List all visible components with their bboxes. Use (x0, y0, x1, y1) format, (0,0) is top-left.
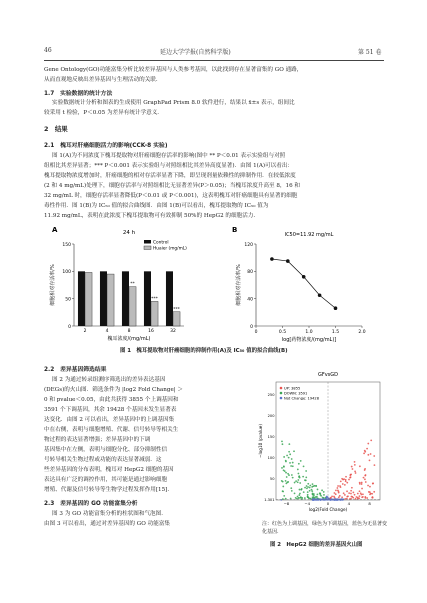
paragraph-line: (2 和 4 mg/mL)处理下，细胞存活率与对照组相比无显著差异(P＞0.05)；当槐耳浓度升高至 8，16 和 (44, 183, 301, 189)
legend-label: Not Change: 19428 (284, 396, 319, 401)
gene-point (366, 448, 368, 450)
gene-point (309, 487, 311, 489)
section-heading: 2.2 差异基因筛选结果 (44, 367, 107, 373)
gene-point (348, 479, 350, 481)
gene-point (372, 482, 374, 484)
gene-point (315, 485, 317, 487)
gene-point (348, 492, 350, 494)
gene-point (311, 486, 313, 488)
gene-point (285, 480, 287, 482)
gene-point (282, 490, 284, 492)
y-axis-label: 细胞相对存活率/% (50, 264, 56, 306)
gene-point (347, 495, 349, 497)
x-axis-label: 槐耳浓度/(mg/mL) (107, 336, 151, 342)
significance-mark: *** (173, 307, 180, 313)
gene-point (370, 453, 372, 455)
panel-label: B (232, 226, 238, 234)
fit-line (272, 259, 336, 308)
gene-point (344, 498, 346, 500)
gene-point (373, 491, 375, 493)
gene-point (369, 493, 371, 495)
gene-point (363, 477, 365, 479)
gene-point (374, 464, 376, 466)
figure-1b-ic50-curve (232, 226, 366, 343)
gene-point (303, 491, 305, 493)
paragraph-line: 图 2 为通过转录组测序筛选出的差异表达基因 (52, 377, 166, 383)
gene-point (300, 460, 302, 462)
gene-point (361, 483, 363, 485)
y-tick-label: 150 (267, 435, 275, 440)
gene-point (334, 497, 336, 499)
x-tick-label: 8 (368, 501, 371, 506)
gene-point (370, 439, 372, 441)
gene-point (293, 450, 295, 452)
gene-point (298, 494, 300, 496)
gene-point (309, 490, 311, 492)
gene-point (351, 466, 353, 468)
paragraph-line: 32 mg/mL 时，细胞存活率显著降低(P＜0.01 或 P＜0.001)，这表明槐耳对肝癌细胞具有显著的细胞 (44, 193, 298, 199)
y-tick-label: 250 (267, 392, 275, 397)
volcano-plot-area (258, 372, 380, 512)
x-tick-label: −8 (283, 501, 290, 506)
paragraph-line: 槐耳提取物浓度增加时，肝癌细胞的相对存活率显著下降，即呈现剂量依赖性的抑制作用．在较低浓度 (44, 173, 296, 179)
gene-point (346, 482, 348, 484)
gene-point (365, 474, 367, 476)
x-axis-label: log2(Fold Change) (308, 507, 348, 512)
gene-point (288, 443, 290, 445)
gene-point (337, 485, 339, 487)
gene-point (355, 472, 357, 474)
gene-point (296, 498, 298, 500)
gene-point (297, 469, 299, 471)
gene-point (359, 490, 361, 492)
gene-point (369, 459, 371, 461)
gene-point (364, 478, 366, 480)
bar-control (100, 271, 107, 326)
y-tick-label: 0 (68, 324, 71, 330)
intro-line: Gene Ontology(GO)功能富集分析比较差异基因与人类参考基因，以此找到存在显著富集的 GO 通路， (44, 67, 303, 73)
volume-label: 第 51 卷 (358, 49, 382, 56)
y-tick-label: 0 (250, 324, 253, 330)
paragraph-line: 中在右侧，表明与细胞增殖、代谢、信号转导等相关生 (44, 427, 179, 433)
gene-point (299, 493, 301, 495)
page-number: 46 (44, 47, 52, 54)
gene-point (358, 497, 360, 499)
gene-point (307, 491, 309, 493)
y-tick-label: 80 (247, 270, 253, 276)
gene-point (309, 485, 311, 487)
gene-point (305, 480, 307, 482)
gene-point (307, 483, 309, 485)
gene-point (351, 496, 353, 498)
bar-huaier (173, 312, 180, 326)
gene-point (283, 466, 285, 468)
y-tick-label: 40 (247, 297, 253, 303)
y-tick-label: 100 (267, 456, 275, 461)
gene-point (343, 478, 345, 480)
gene-point (357, 493, 359, 495)
gene-point (303, 465, 305, 467)
paragraph-line: 物过程的表达显著增强；差异基因中的下调 (44, 437, 151, 443)
gene-point (280, 499, 282, 501)
gene-point (351, 487, 353, 489)
gene-point (305, 470, 307, 472)
figure-2-caption: 图 2 HepG2 细胞的差异基因火山图 (270, 542, 363, 548)
gene-point (364, 469, 366, 471)
gene-point (345, 476, 347, 478)
gene-point (298, 473, 300, 475)
x-tick-label: 1.5 (331, 330, 340, 335)
bar-control (78, 271, 85, 326)
gene-point (300, 497, 302, 499)
paragraph-line: 毒性作用．图 1(B)为 IC₅₀ 值的拟合曲线图．由图 1(B)可以看出，槐耳提取物的 IC₅₀ 值为 (44, 203, 269, 209)
gene-point (291, 490, 293, 492)
data-point (334, 306, 338, 310)
gene-point (340, 480, 342, 482)
gene-point (289, 453, 291, 455)
gene-point (282, 481, 284, 483)
y-tick-label: 50 (269, 477, 275, 482)
gene-point (349, 477, 351, 479)
gene-point (364, 496, 366, 498)
gene-point (323, 491, 325, 493)
gene-point (341, 478, 343, 480)
legend-label: Control (153, 240, 169, 246)
gene-point (285, 460, 287, 462)
gene-point (361, 488, 363, 490)
data-point (286, 259, 290, 263)
panel-label: A (52, 226, 58, 234)
x-tick-label: 0 (254, 330, 258, 335)
chart-title: 24 h (122, 230, 136, 236)
gene-point (319, 494, 321, 496)
chart-title: GFvsGD (317, 372, 339, 378)
gene-point (317, 489, 319, 491)
gene-point (294, 492, 296, 494)
paragraph-line: 图 3 为 GO 功能富集分析的柱状图和气泡图． (52, 511, 167, 517)
gene-point (299, 489, 301, 491)
x-tick-label: 2 (83, 329, 87, 334)
gene-point (301, 498, 303, 500)
x-tick-label: 1.0 (305, 330, 313, 335)
gene-point (335, 493, 337, 495)
gene-point (343, 492, 345, 494)
paragraph-line: 达变化．由图 2 可以看出，差异基因中的上调基因集 (44, 417, 175, 423)
paragraph-line: 图 1(A)为不同浓度下槐耳提取物对肝癌细胞存活率的影响(图中 ** P＜0.01 表示实验组与对照 (52, 153, 286, 159)
gene-point (292, 462, 294, 464)
x-tick-label: 8 (127, 329, 131, 334)
gene-point (282, 486, 284, 488)
gene-point (287, 473, 289, 475)
legend-marker (280, 392, 283, 395)
legend-label: DOWN: 3591 (284, 391, 308, 396)
gene-point (372, 496, 374, 498)
gene-point (345, 479, 347, 481)
legend-swatch-control (144, 240, 151, 244)
section-heading: 1.7 实验数据的统计方法 (44, 91, 113, 97)
paragraph-line: 实验数据统计分析和图表的生成使用 GraphPad Prism 8.0 软件进行，结果以 x̄±s 表示，组间比 (52, 100, 295, 106)
gene-point (359, 483, 361, 485)
figure-1a-bar-chart (49, 226, 187, 342)
gene-point (359, 465, 361, 467)
gene-point (287, 481, 289, 483)
bar-control (144, 271, 151, 326)
gene-point (350, 490, 352, 492)
gene-point (304, 497, 306, 499)
gene-point (292, 477, 294, 479)
gene-point (285, 472, 287, 474)
paragraph-line: 些差异基因的分布表明，槐耳对 HepG2 细胞的基因 (44, 467, 174, 473)
x-tick-label: −4 (304, 501, 311, 506)
legend-label: UP: 3855 (284, 386, 301, 391)
gene-point (315, 496, 317, 498)
gene-point (352, 468, 354, 470)
gene-point (312, 494, 314, 496)
gene-point (307, 496, 309, 498)
legend-marker (280, 397, 283, 400)
gene-point (288, 451, 290, 453)
gene-point (354, 470, 356, 472)
gene-point (312, 483, 314, 485)
gene-point (285, 498, 287, 500)
gene-point (304, 487, 306, 489)
data-point (270, 257, 274, 261)
section-heading: 2.1 槐耳对肝癌细胞活力的影响(CCK-8 实验) (44, 143, 168, 149)
legend-label: Huaier (mg/mL) (153, 246, 187, 252)
bar-huaier (107, 274, 114, 326)
gene-point (283, 469, 285, 471)
y-tick-label: 1.301 (264, 497, 275, 502)
gene-point (292, 465, 294, 467)
x-tick-label: 0 (326, 501, 330, 506)
paragraph-line: (DEGs)的火山图．筛选条件为 |log2 Fold Change| ＞ (44, 387, 184, 393)
gene-point (333, 492, 335, 494)
gene-point (281, 440, 283, 442)
gene-point (290, 498, 292, 500)
gene-point (306, 485, 308, 487)
gene-point (356, 496, 358, 498)
intro-line: 从而直观地反映出差异基因与生理活动的关联. (44, 77, 158, 83)
gene-point (360, 494, 362, 496)
bar-huaier (85, 272, 92, 326)
gene-point (286, 476, 288, 478)
gene-point (367, 454, 369, 456)
gene-point (342, 483, 344, 485)
gene-point (290, 487, 292, 489)
gene-point (322, 497, 324, 499)
gene-point (302, 476, 304, 478)
paragraph-line: 11.92 mg/mL，表明在此浓度下槐耳提取物可有效抑制 50%的 HepG2 的细胞活力. (44, 213, 256, 219)
journal-title: 延边大学学报(自然科学版) (160, 49, 231, 56)
gene-point (288, 457, 290, 459)
figure-2-note: 注：红色为上调基因，绿色为下调基因，蓝色为无显著变化基因. (262, 521, 388, 535)
gene-point (311, 489, 313, 491)
legend-marker (280, 387, 283, 390)
gene-point (367, 485, 369, 487)
gene-point (294, 482, 296, 484)
x-tick-label: 4 (105, 329, 109, 334)
header-rule (44, 60, 384, 61)
gene-point (361, 482, 363, 484)
x-tick-label: 4 (347, 501, 351, 506)
gene-point (362, 493, 364, 495)
gene-point (336, 487, 338, 489)
y-axis-label: −log10 (pvalue) (258, 424, 263, 458)
x-tick-label: 16 (148, 329, 154, 334)
gene-point (283, 495, 285, 497)
section-heading: 2 结果 (44, 125, 68, 133)
x-tick-label: 2.0 (358, 330, 366, 335)
gene-point (371, 493, 373, 495)
paragraph-line: 由图 3 可以看出，通过对差异基因的 GO 功能富集 (44, 521, 171, 527)
gene-point (298, 475, 300, 477)
gene-point (337, 489, 339, 491)
legend-swatch-huaier (144, 246, 151, 250)
x-tick-label: 32 (170, 329, 176, 334)
bar-control (122, 271, 129, 326)
paragraph-line: 号转导相关生物过程或功能的表达显著减弱．这 (44, 457, 162, 463)
gene-point (299, 482, 301, 484)
paragraph-line: 3591 个下调基因，其余 19428 个基因未发生显著表 (44, 407, 177, 413)
gene-point (282, 498, 284, 500)
gene-point (297, 479, 299, 481)
gene-point (330, 497, 332, 499)
gene-point (338, 496, 340, 498)
gene-point (295, 480, 297, 482)
gene-point (340, 486, 342, 488)
gene-point (289, 462, 291, 464)
gene-point (350, 474, 352, 476)
bar-huaier (129, 287, 136, 326)
gene-point (354, 494, 356, 496)
gene-point (291, 458, 293, 460)
gene-point (307, 486, 309, 488)
gene-point (354, 461, 356, 463)
gene-point (341, 496, 343, 498)
gene-point (352, 497, 354, 499)
x-tick-label: 0.5 (278, 330, 287, 335)
paragraph-line: 表达具有广泛的调控作用，其可能是通过影响细胞 (44, 477, 168, 483)
y-tick-label: 200 (267, 414, 275, 419)
gene-point (291, 474, 293, 476)
gene-point (366, 497, 368, 499)
gene-point (297, 496, 299, 498)
gene-point (285, 482, 287, 484)
gene-point (281, 467, 283, 469)
data-point (318, 293, 322, 297)
gene-point (282, 443, 284, 445)
y-tick-label: 120 (244, 242, 253, 248)
gene-point (367, 443, 369, 445)
gene-point (297, 481, 299, 483)
gene-point (335, 489, 337, 491)
figure-1-caption: 图 1 槐耳提取物对肝癌细胞的抑制作用(A)及 IC₅₀ 值的拟合曲线(B) (120, 348, 288, 354)
gene-point (286, 455, 288, 457)
gene-point (365, 481, 367, 483)
gene-point (298, 497, 300, 499)
paragraph-line: 增殖、代谢及信号转导等生物学过程发挥作用[15]. (44, 487, 170, 493)
gene-point (346, 490, 348, 492)
y-tick-label: 50 (65, 297, 71, 303)
gene-point (368, 491, 370, 493)
gene-point (334, 499, 336, 501)
gene-point (321, 489, 323, 491)
gene-point (323, 494, 325, 496)
gene-point (326, 497, 328, 499)
gene-point (350, 493, 352, 495)
figure-2-volcano-plot (258, 368, 386, 518)
bar-huaier (151, 301, 158, 326)
gene-point (373, 455, 375, 457)
bar-control (166, 271, 173, 326)
gene-point (300, 489, 302, 491)
y-tick-label: 150 (62, 242, 71, 248)
gene-point (283, 456, 285, 458)
gene-point (352, 492, 354, 494)
gene-point (307, 494, 309, 496)
ic50-label: IC50=11.92 mg/mL (284, 232, 334, 238)
section-heading: 2.3 差异基因的 GO 功能富集分析 (44, 501, 138, 507)
y-tick-label: 100 (62, 270, 71, 276)
paragraph-line: 组相比其差异显著；*** P＜0.001 表示实验组与对照组相比其差异高度显著)．由图 1(A)可以看出： (44, 163, 294, 169)
gene-point (314, 485, 316, 487)
paragraph-line: 基因集中在左侧，表明与细胞分化、部分抑制性信 (44, 447, 168, 453)
gene-point (354, 464, 356, 466)
gene-point (306, 488, 308, 490)
significance-mark: *** (151, 296, 158, 302)
gene-point (364, 450, 366, 452)
y-axis-label: 细胞相对存活率/% (236, 264, 242, 306)
gene-point (317, 498, 319, 500)
gene-point (344, 494, 346, 496)
x-axis-label: log[药物浓度/(mg/mL)] (281, 337, 337, 343)
gene-point (316, 493, 318, 495)
gene-point (339, 495, 341, 497)
gene-point (359, 495, 361, 497)
data-point (302, 275, 306, 279)
gene-point (363, 452, 365, 454)
gene-point (344, 484, 346, 486)
gene-point (298, 463, 300, 465)
paragraph-line: 较采用 t 检验，P＜0.05 为差异有统计学意义. (44, 110, 160, 116)
gene-point (369, 486, 371, 488)
gene-point (290, 465, 292, 467)
gene-point (305, 476, 307, 478)
gene-point (361, 496, 363, 498)
paragraph-line: 0 和 pvalue＜0.05，由此共获得 3855 个上调基因和 (44, 397, 179, 403)
significance-mark: ** (130, 282, 135, 288)
figure-1 (44, 224, 384, 344)
